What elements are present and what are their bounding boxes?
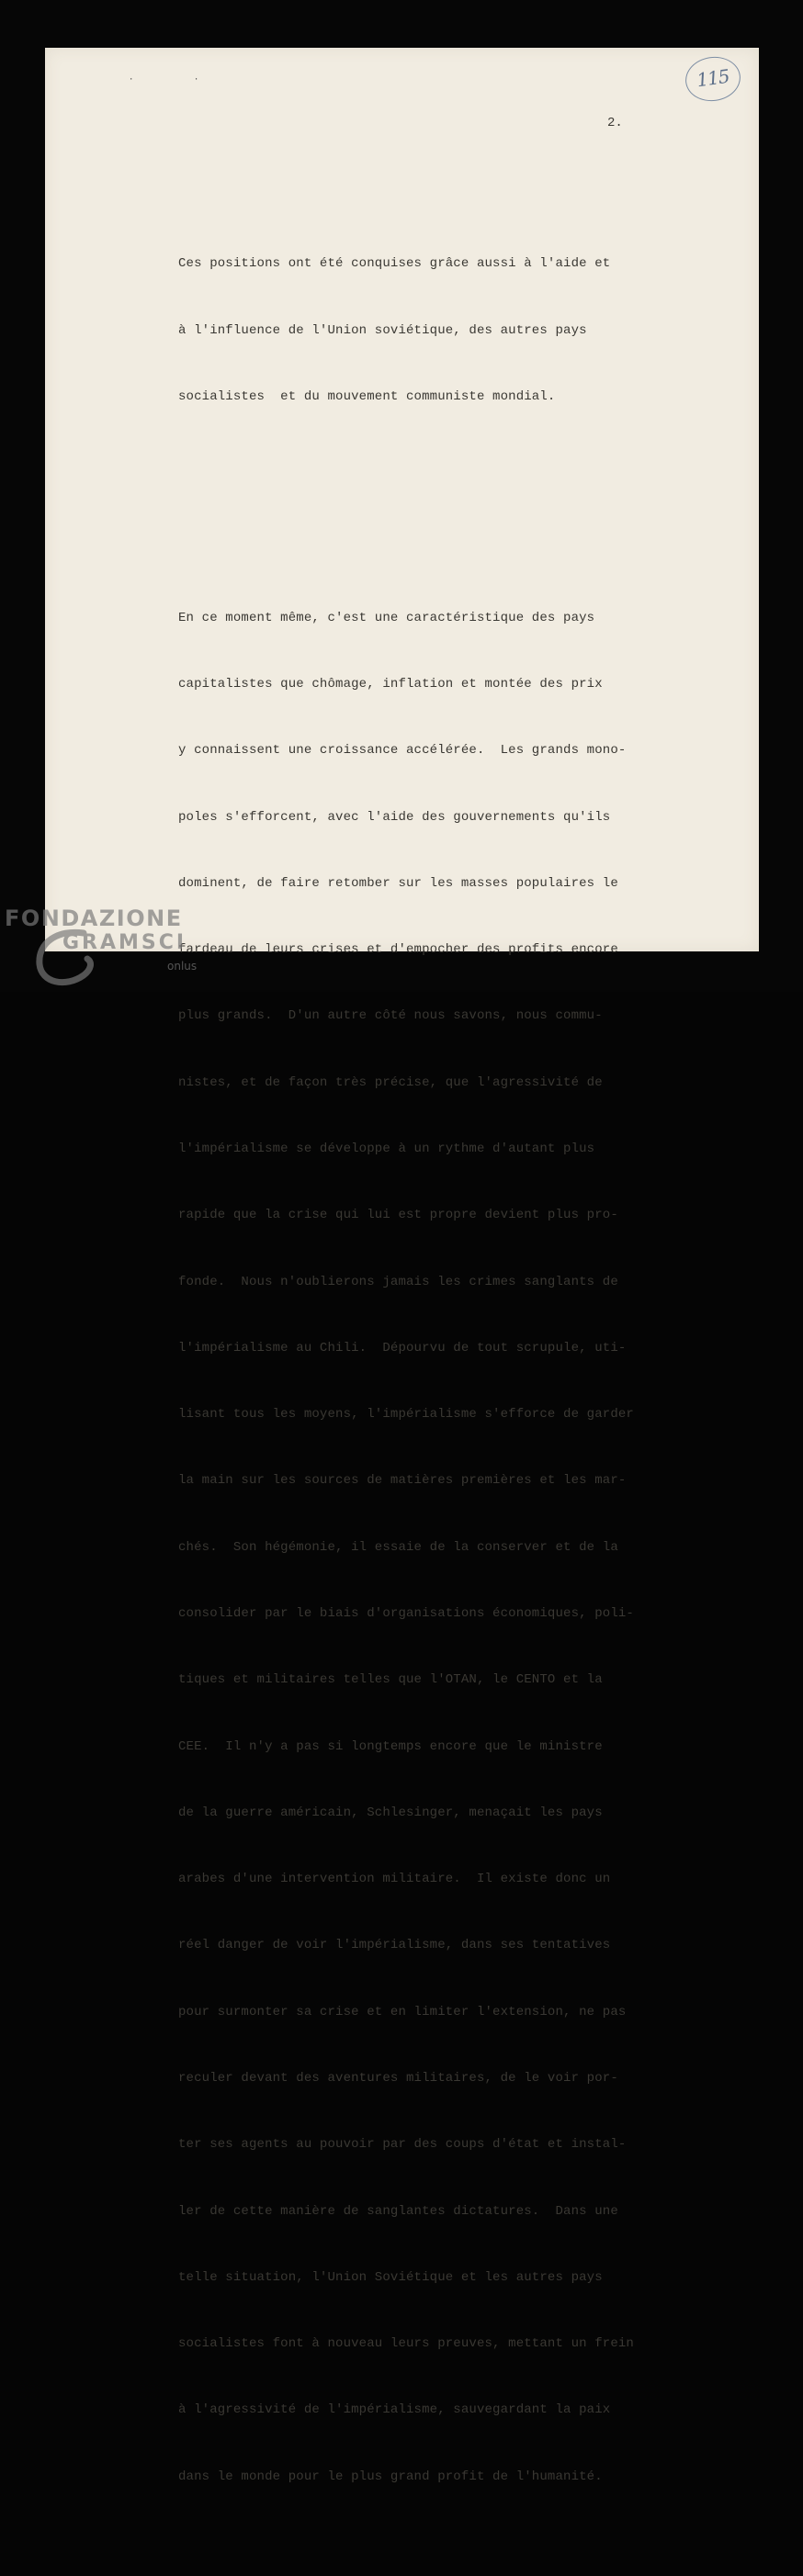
page-number: 2. [607, 116, 623, 130]
text-line: ter ses agents au pouvoir par des coups d'état et instal- [178, 2137, 627, 2153]
text-line: dominent, de faire retomber sur les masses populaires le [178, 875, 618, 891]
text-line: Ces positions ont été conquises grâce aussi à l'aide et [178, 256, 611, 272]
watermark-tagline: onlus [167, 960, 198, 973]
text-line: à l'influence de l'Union soviétique, des autres pays [178, 322, 587, 338]
text-line: plus grands. D'un autre côté nous savons, nous commu- [178, 1008, 603, 1024]
text-line: arabes d'une intervention militaire. Il existe donc un [178, 1872, 611, 1887]
text-line: y connaissent une croissance accélérée. Les grands mono- [178, 743, 627, 759]
watermark-title: FONDAZIONE [5, 906, 183, 931]
text-line: réel danger de voir l'impérialisme, dans ses tentatives [178, 1938, 611, 1953]
text-line: socialistes font à nouveau leurs preuves, mettant un frein [178, 2336, 634, 2352]
paragraph-2 [178, 563, 729, 2532]
document-body [178, 164, 729, 2576]
text-line: pour surmonter sa crise et en limiter l'extension, ne pas [178, 2004, 627, 2019]
text-line: socialistes et du mouvement communiste mondial. [178, 388, 556, 404]
text-line: dans le monde pour le plus grand profit de l'humanité. [178, 2469, 603, 2484]
fondazione-gramsci-watermark [5, 906, 216, 990]
text-line: consolider par le biais d'organisations économiques, poli- [178, 1606, 634, 1621]
text-line: fardeau de leurs crises et d'empocher des profits encore [178, 942, 618, 958]
text-line: l'impérialisme se développe à un rythme d'autant plus [178, 1142, 595, 1157]
text-line: En ce moment même, c'est une caractéristique des pays [178, 610, 595, 625]
paragraph-spacing [178, 496, 729, 518]
text-line: lisant tous les moyens, l'impérialisme s'efforce de garder [178, 1407, 634, 1423]
text-line: CEE. Il n'y a pas si longtemps encore que le ministre [178, 1738, 603, 1754]
text-line: capitalistes que chômage, inflation et montée des prix [178, 677, 603, 692]
text-line: poles s'efforcent, avec l'aide des gouvernements qu'ils [178, 809, 611, 825]
text-line: tiques et militaires telles que l'OTAN, le CENTO et la [178, 1672, 603, 1688]
text-line: nistes, et de façon très précise, que l'agressivité de [178, 1074, 603, 1090]
text-line: reculer devant des aventures militaires, de le voir por- [178, 2070, 618, 2086]
text-line: de la guerre américain, Schlesinger, menaçait les pays [178, 1805, 603, 1820]
paragraph-1 [178, 208, 729, 452]
text-line: chés. Son hégémonie, il essaie de la conserver et de la [178, 1539, 618, 1555]
text-line: fonde. Nous n'oublierons jamais les crimes sanglants de [178, 1274, 618, 1289]
text-line: l'impérialisme au Chili. Dépourvu de tout scrupule, uti- [178, 1340, 627, 1355]
text-line: ler de cette manière de sanglantes dictatures. Dans une [178, 2203, 618, 2219]
text-line: telle situation, l'Union Soviétique et les autres pays [178, 2269, 603, 2285]
handwritten-folio-number: 115 [683, 53, 743, 105]
watermark-subtitle: GRAMSCI [62, 931, 187, 954]
text-line: à l'agressivité de l'impérialisme, sauvegardant la paix [178, 2402, 611, 2418]
page-margin-marks: · · [129, 75, 227, 84]
text-line: la main sur les sources de matières premières et les mar- [178, 1473, 627, 1489]
text-line: rapide que la crise qui lui est propre devient plus pro- [178, 1208, 618, 1223]
